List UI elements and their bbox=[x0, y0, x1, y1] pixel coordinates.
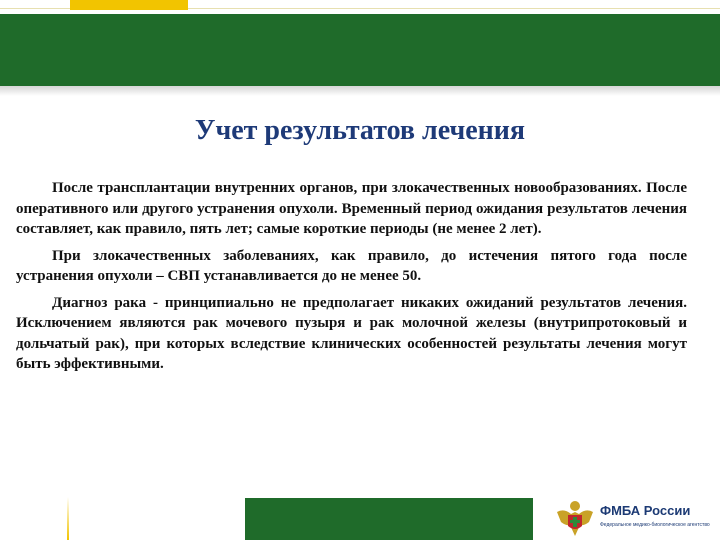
paragraph-transplant: После трансплантации внутренних органов, при злокачественных новообразованиях. После оперативного или другого устранения опухоли. Временный период ожидания результатов лечения составляет, как правило, пять лет; самые короткие периоды (не менее 2 лет). bbox=[16, 180, 687, 237]
logo-subtitle: Федеральное медико-биологическое агентство bbox=[600, 522, 710, 528]
header-shadow bbox=[0, 86, 720, 96]
footer-green-block bbox=[245, 498, 533, 540]
top-accent-bar bbox=[70, 0, 188, 10]
footer-accent-line bbox=[67, 497, 69, 540]
eagle-emblem-icon bbox=[554, 498, 596, 540]
fmba-logo bbox=[548, 492, 718, 540]
paragraph-malignant: При злокачественных заболеваниях, как правило, до истечения пятого года после устранения опухоли – СВП устанавливается до не менее 50. bbox=[16, 247, 687, 284]
slide-body bbox=[16, 178, 687, 381]
slide-title: Учет результатов лечения bbox=[194, 115, 526, 146]
paragraph-cancer-diagnosis: Диагноз рака - принципиально не предполагает никаких ожиданий результатов лечения. Исключением являются рак мочевого пузыря и рак молочной железы (внутрипротоковый и дольчатый рак), при которых вследствие клинических особенностей результаты лечения могут быть эффективными. bbox=[16, 294, 687, 372]
header-band bbox=[0, 14, 720, 87]
logo-name: ФМБА России bbox=[600, 503, 691, 518]
